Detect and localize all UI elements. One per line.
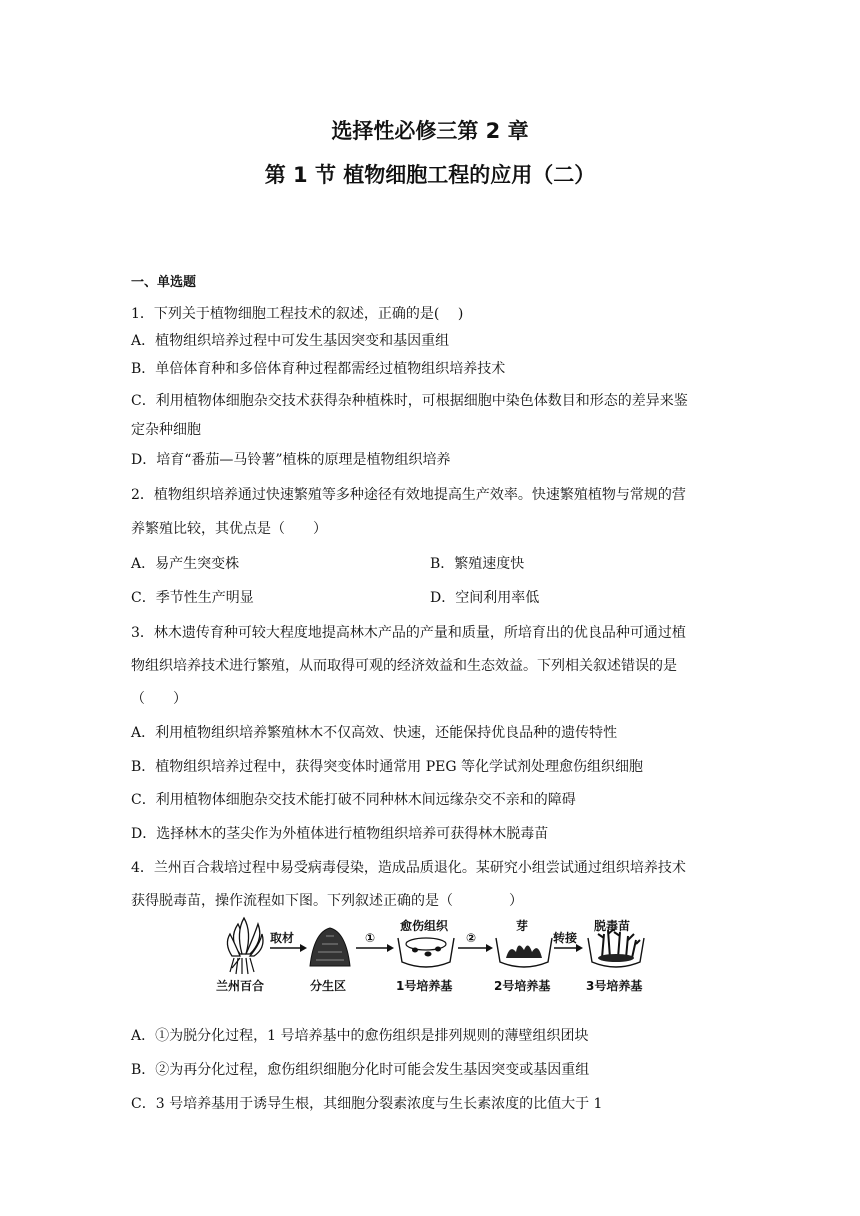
- diagram-label-meristem: 分生区: [310, 979, 347, 993]
- arrow-label-1: 取材: [270, 931, 295, 945]
- question-1-option-b: B．单倍体育种和多倍体育种过程都需经过植物组织培养技术: [131, 361, 506, 377]
- tissue-culture-flow-diagram: [210, 914, 650, 1002]
- document-subtitle: 第 1 节 植物细胞工程的应用（二）: [264, 163, 596, 187]
- question-3-option-d: D．选择林木的茎尖作为外植体进行植物组织培养可获得林木脱毒苗: [131, 826, 549, 842]
- arrow-label-4: 转接: [553, 931, 578, 945]
- question-3-option-a: A．利用植物组织培养繁殖林木不仅高效、快速，还能保持优良品种的遗传特性: [131, 725, 618, 741]
- question-2-option-d: D．空间利用率低: [430, 590, 540, 606]
- question-4-stem: 4．兰州百合栽培过程中易受病毒侵染，造成品质退化。某研究小组尝试通过组织培养技术: [131, 860, 686, 876]
- culture-dish-2-icon: [496, 938, 552, 967]
- arrow-label-3: ②: [466, 931, 477, 945]
- diagram-label-medium-2: 2号培养基: [494, 979, 551, 993]
- question-2-option-c: C．季节性生产明显: [131, 590, 254, 606]
- question-4-option-b: B．②为再分化过程，愈伤组织细胞分化时可能会发生基因突变或基因重组: [131, 1062, 590, 1078]
- question-3-stem-cont-2: （ ）: [131, 691, 187, 707]
- question-1-option-d: D．培育“番茄—马铃薯”植株的原理是植物组织培养: [131, 452, 451, 468]
- culture-dish-3-icon: [588, 929, 644, 967]
- question-1-option-c-cont: 定杂种细胞: [131, 422, 201, 438]
- diagram-label-lily: 兰州百合: [216, 979, 265, 993]
- question-2-stem: 2．植物组织培养通过快速繁殖等多种途径有效地提高生产效率。快速繁殖植物与常规的营: [131, 487, 686, 503]
- question-3-option-c: C．利用植物体细胞杂交技术能打破不同种林木间远缘杂交不亲和的障碍: [131, 792, 576, 808]
- culture-dish-1-icon: [398, 938, 454, 967]
- diagram-top-label-callus: 愈伤组织: [400, 919, 449, 933]
- diagram-top-label-seedling: 脱毒苗: [594, 919, 631, 933]
- question-2-stem-cont: 养繁殖比较，其优点是（ ）: [131, 521, 327, 537]
- document-title: 选择性必修三第 2 章: [331, 119, 529, 143]
- meristem-icon: [310, 928, 350, 966]
- question-2-option-a: A．易产生突变株: [131, 556, 240, 572]
- question-2-option-b: B．繁殖速度快: [430, 556, 525, 572]
- question-4-option-a: A．①为脱分化过程，1 号培养基中的愈伤组织是排列规则的薄壁组织团块: [131, 1028, 589, 1044]
- section-heading: 一、单选题: [131, 275, 197, 290]
- question-3-stem: 3．林木遗传育种可较大程度地提高林木产品的产量和质量，所培育出的优良品种可通过植: [131, 625, 686, 641]
- question-4-option-c: C．3 号培养基用于诱导生根，其细胞分裂素浓度与生长素浓度的比值大于 1: [131, 1096, 603, 1112]
- question-1-option-c: C．利用植物体细胞杂交技术获得杂种植株时，可根据细胞中染色体数目和形态的差异来鉴: [131, 393, 688, 409]
- question-1-option-a: A．植物组织培养过程中可发生基因突变和基因重组: [131, 333, 450, 349]
- question-3-stem-cont-1: 物组织培养技术进行繁殖，从而取得可观的经济效益和生态效益。下列相关叙述错误的是: [131, 658, 677, 674]
- question-3-option-b: B．植物组织培养过程中，获得突变体时通常用 PEG 等化学试剂处理愈伤组织细胞: [131, 759, 644, 775]
- question-1-stem: 1．下列关于植物细胞工程技术的叙述，正确的是( ): [131, 306, 464, 322]
- arrow-label-2: ①: [365, 931, 376, 945]
- diagram-top-label-bud: 芽: [516, 919, 529, 933]
- question-4-stem-cont: 获得脱毒苗，操作流程如下图。下列叙述正确的是（ ）: [131, 893, 523, 909]
- diagram-label-medium-3: 3号培养基: [586, 979, 643, 993]
- lily-bulb-icon: [227, 918, 263, 974]
- diagram-label-medium-1: 1号培养基: [396, 979, 453, 993]
